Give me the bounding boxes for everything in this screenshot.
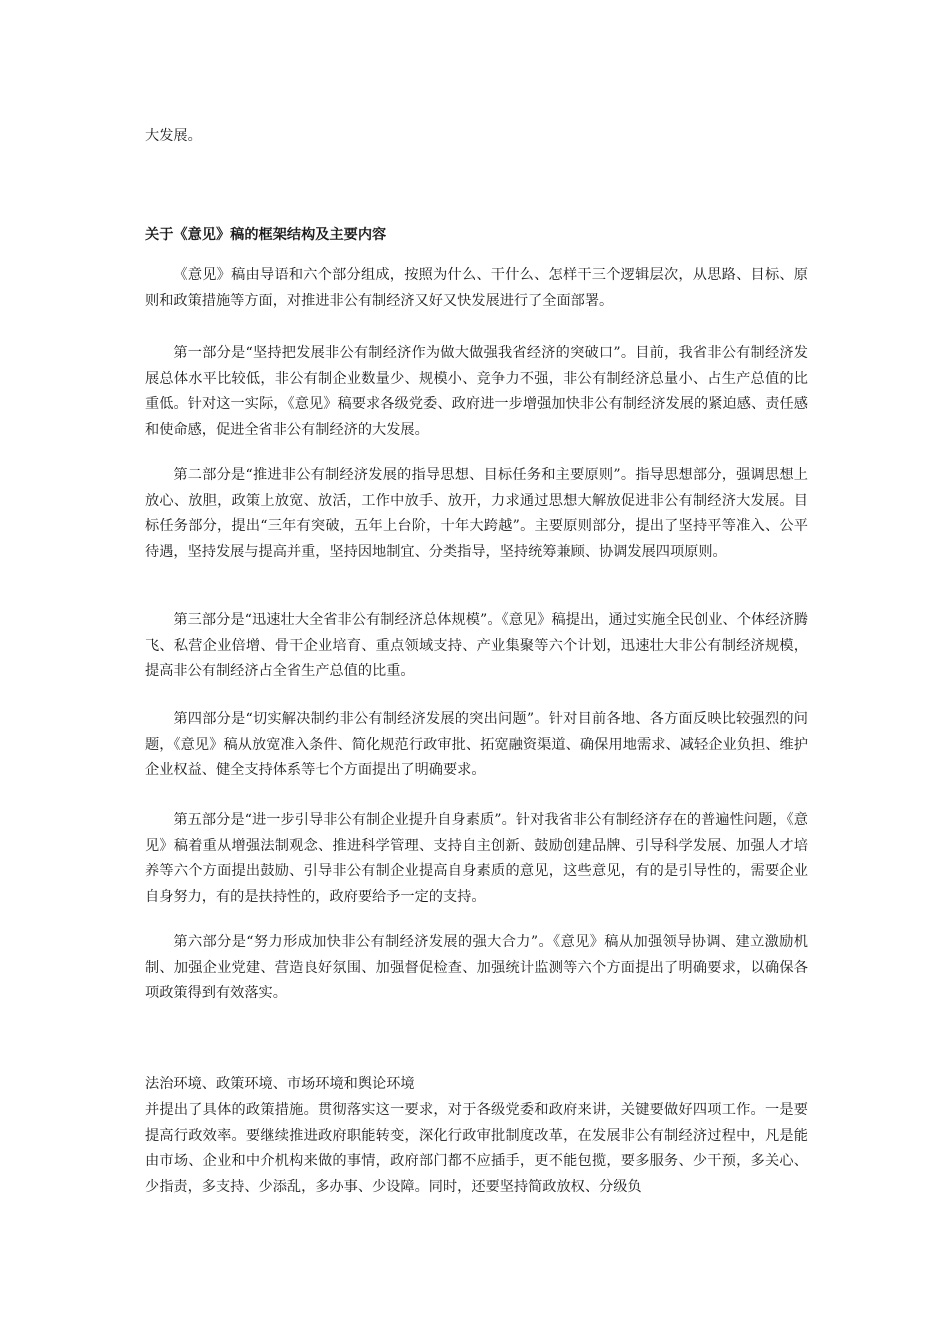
paragraph-part-two: 第二部分是“推进非公有制经济发展的指导思想、目标任务和主要原则”。指导思想部分，强调思想上放心、放胆，政策上放宽、放活，工作中放手、放开，力求通过思想大解放促进非公有制经济大发展。目标任务部分，提出“三年有突破，五年上台阶，十年大跨越”。主要原则部分，提出了坚持平等准入、公平待遇，坚持发展与提高并重，坚持因地制宜、分类指导，坚持统筹兼顾、协调发展四项原则。 — [145, 467, 808, 560]
paragraph-part-six: 第六部分是“努力形成加快非公有制经济发展的强大合力”。《意见》稿从加强领导协调、建立激励机制、加强企业党建、营造良好氛围、加强督促检查、加强统计监测等六个方面提出了明确要求，以确保各项政策得到有效落实。 — [145, 934, 808, 1002]
paragraph-intro: 《意见》稿由导语和六个部分组成，按照为什么、干什么、怎样干三个逻辑层次，从思路、目标、原则和政策措施等方面，对推进非公有制经济又好又快发展进行了全面部署。 — [145, 267, 808, 309]
closing-paragraph: 并提出了具体的政策措施。贯彻落实这一要求，对于各级党委和政府来讲，关键要做好四项工作。一是要提高行政效率。要继续推进政府职能转变，深化行政审批制度改革，在发展非公有制经济过程中，凡是能由市场、企业和中介机构来做的事情，政府部门都不应插手，更不能包揽，要多服务、少干预，多关心、少指责，多支持、少添乱，多办事、少设障。同时，还要坚持简政放权、分级负 — [145, 1102, 808, 1195]
paragraph-part-four: 第四部分是“切实解决制约非公有制经济发展的突出问题”。针对目前各地、各方面反映比较强烈的问题，《意见》稿从放宽准入条件、简化规范行政审批、拓宽融资渠道、确保用地需求、减轻企业负担、维护企业权益、健全支持体系等七个方面提出了明确要求。 — [145, 711, 808, 779]
paragraph-part-three: 第三部分是“迅速壮大全省非公有制经济总体规模”。《意见》稿提出，通过实施全民创业、个体经济腾飞、私营企业倍增、骨干企业培育、重点领域支持、产业集聚等六个计划，迅速壮大非公有制经济规模，提高非公有制经济占全省生产总值的比重。 — [145, 612, 808, 680]
lead-line: 大发展。 — [145, 128, 202, 144]
subheading: 法治环境、政策环境、市场环境和舆论环境 — [145, 1076, 415, 1092]
paragraph-part-five: 第五部分是“进一步引导非公有制企业提升自身素质”。针对我省非公有制经济存在的普遍性问题，《意见》稿着重从增强法制观念、推进科学管理、支持自主创新、鼓励创建品牌、引导科学发展、加强人才培养等六个方面提出鼓励、引导非公有制企业提高自身素质的意见，这些意见，有的是引导性的，需要企业自身努力，有的是扶持性的，政府要给予一定的支持。 — [145, 812, 808, 905]
section-heading: 关于《意见》稿的框架结构及主要内容 — [145, 227, 387, 243]
paragraph-part-one: 第一部分是“坚持把发展非公有制经济作为做大做强我省经济的突破口”。目前，我省非公有制经济发展总体水平比较低，非公有制企业数量少、规模小、竞争力不强，非公有制经济总量小、占生产总值的比重低。针对这一实际，《意见》稿要求各级党委、政府进一步增强加快非公有制经济发展的紧迫感、责任感和使命感，促进全省非公有制经济的大发展。 — [145, 345, 808, 438]
document-page — [145, 0, 808, 1344]
